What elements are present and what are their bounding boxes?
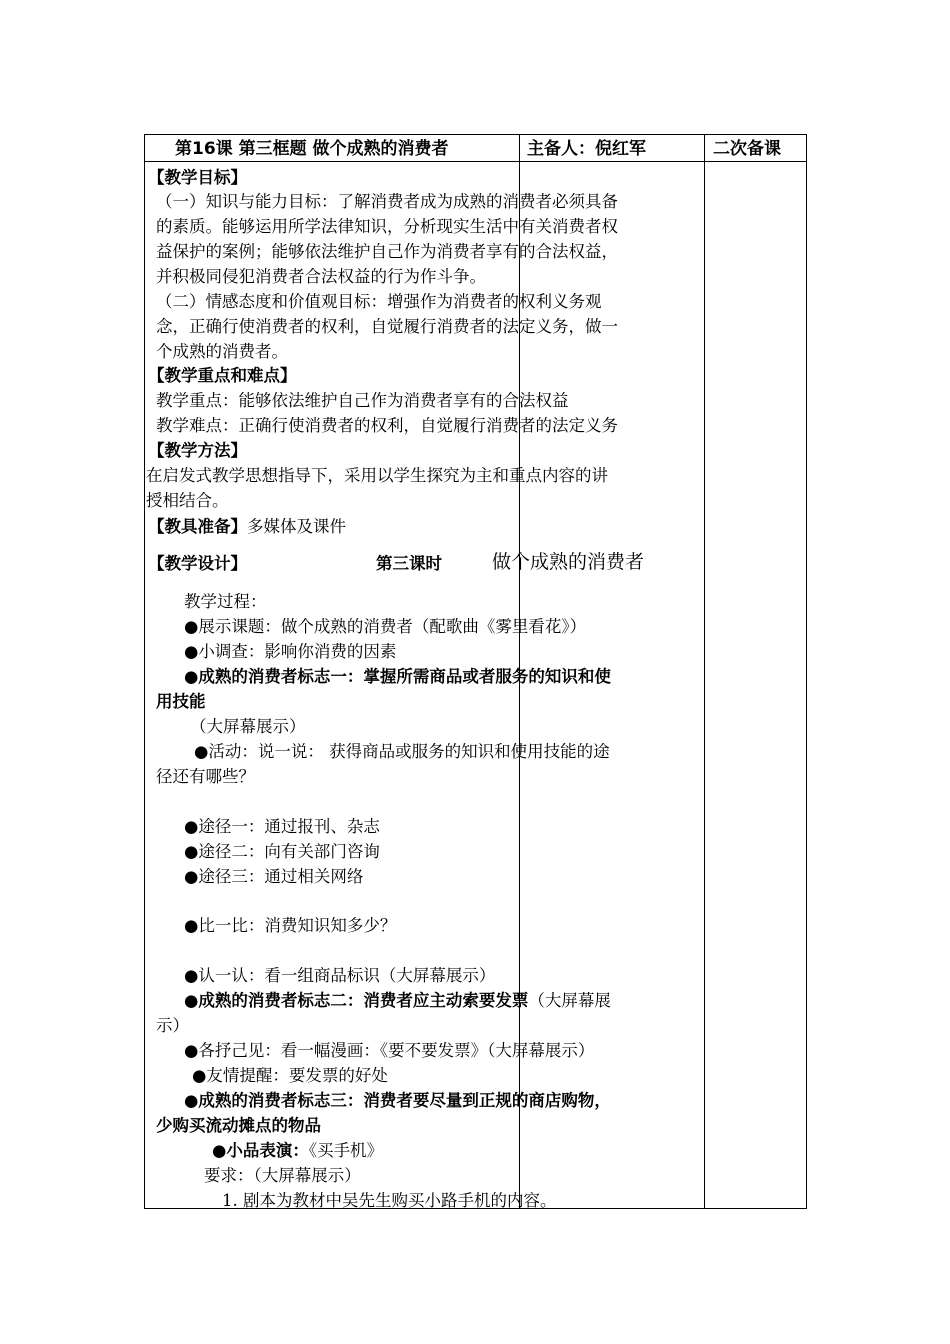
process-line [212,1140,383,1162]
objectives-line: 个成熟的消费者。 [156,342,288,361]
key-points-heading: 【教学重点和难点】 [148,366,297,385]
process-line: 要求：（大屏幕展示） [204,1166,361,1185]
process-line: ●各抒己见：看一幅漫画：《要不要发票》（大屏幕展示） [184,1041,595,1060]
process-line: ●友情提醒：要发票的好处 [192,1066,388,1085]
objectives-line: （一）知识与能力目标：了解消费者成为成熟的消费者必须具备 [156,192,618,211]
process-line: ●活动：说一说： 获得商品或服务的知识和使用技能的途 [194,742,610,761]
objectives-line: 益保护的案例；能够依法维护自己作为消费者享有的合法权益， [156,242,618,261]
materials-line [148,516,346,538]
preparer: 主备人：倪红军 [527,139,646,159]
skit-label: ●小品表演： [212,1141,309,1160]
process-line: 少购买流动摊点的物品 [156,1116,321,1135]
process-line: （大屏幕展示） [190,717,306,736]
process-line: ●展示课题：做个成熟的消费者（配歌曲《雾里看花》） [184,617,587,636]
key-point-line: 教学重点：能够依法维护自己作为消费者享有的合法权益 [156,391,569,410]
process-line: 用技能 [156,692,206,711]
mark-two-note: （大屏幕展 [528,991,611,1010]
lesson-plan-table [144,134,807,1209]
process-line: ●成熟的消费者标志三：消费者要尽量到正规的商店购物， [184,1091,611,1110]
materials-text: 多媒体及课件 [247,517,346,536]
objectives-heading: 【教学目标】 [148,168,247,187]
process-line [184,990,611,1012]
difficult-point-line: 教学难点：正确行使消费者的权利，自觉履行消费者的法定义务 [156,416,618,435]
process-line: 示） [156,1016,189,1035]
methods-heading: 【教学方法】 [148,441,247,460]
column-divider [704,135,705,1208]
process-line: ●途径一：通过报刊、杂志 [184,817,380,836]
process-line: 教学过程： [184,592,267,611]
skit-title: 《买手机》 [308,1141,384,1160]
objectives-line: （二）情感态度和价值观目标：增强作为消费者的权利义务观 [156,292,602,311]
methods-line: 在启发式教学思想指导下，采用以学生探究为主和重点内容的讲 [146,466,608,485]
lesson-title: 第16课 第三框题 做个成熟的消费者 [175,139,449,159]
lesson-period: 第三课时 [376,554,442,573]
process-line: ●途径二：向有关部门咨询 [184,842,380,861]
process-line: ●比一比：消费知识知多少？ [184,916,397,935]
process-line: ●小调查：影响你消费的因素 [184,642,397,661]
objectives-line: 并积极同侵犯消费者合法权益的行为作斗争。 [156,267,486,286]
design-topic: 做个成熟的消费者 [492,551,645,573]
process-line: ●途径三：通过相关网络 [184,867,364,886]
materials-heading: 【教具准备】 [148,517,247,536]
objectives-line: 念，正确行使消费者的权利，自觉履行消费者的法定义务，做一 [156,317,618,336]
process-line: ●认一认：看一组商品标识（大屏幕展示） [184,966,496,985]
objectives-line: 的素质。能够运用所学法律知识，分析现实生活中有关消费者权 [156,217,618,236]
mark-two-text: ●成熟的消费者标志二：消费者应主动索要发票 [184,991,529,1010]
design-heading: 【教学设计】 [148,554,247,573]
process-line: 1. 剧本为教材中吴先生购买小路手机的内容。 [222,1191,557,1210]
methods-line: 授相结合。 [146,491,229,510]
process-line: 径还有哪些？ [156,767,255,786]
process-line: ●成熟的消费者标志一：掌握所需商品或者服务的知识和使 [184,667,611,686]
second-prep-heading: 二次备课 [713,139,781,159]
